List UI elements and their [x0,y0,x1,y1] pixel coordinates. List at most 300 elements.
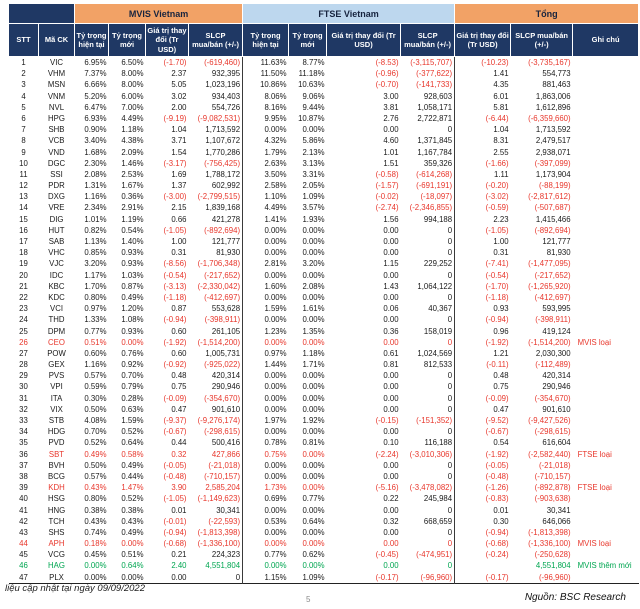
column-header-ftse-ty-trong-moi: Tỷ trọng mới [289,24,327,57]
data-update-note: liệu cập nhật tại ngày 09/09/2022 [5,583,145,594]
cell-value: (-1.70) [163,58,187,67]
cell-stt: 27 [19,348,28,358]
column-header-ftse-gia-tri-thay-doi: Giá trị thay đổi (Tr USD) [327,24,401,57]
cell-value: 0 [447,125,453,135]
cell-value: 2.15 [171,203,187,213]
cell-value: 81,930 [216,248,241,258]
cell-value: 0.77% [84,326,107,336]
cell-value: (-9.19) [163,113,187,123]
cell-value: (-412,697) [204,292,241,302]
cell-value: 1.67% [121,181,144,191]
cell-value: 10.87% [298,113,325,123]
cell-stock-code: TCH [48,516,65,526]
cell-value: 2.05% [302,181,325,191]
cell-stock-code: SHB [48,125,65,135]
cell-value: 994,188 [423,214,453,224]
group-mvis-vietnam: MVIS Vietnam [75,4,243,24]
cell-stock-code: POW [47,348,66,358]
cell-value: 0.00% [302,382,325,392]
cell-value: 0.52% [121,494,144,504]
cell-value: 1.68% [84,147,107,157]
cell-stt: 19 [19,259,28,269]
column-header-tong-slcp: SLCP mua/bán (+/-) [511,24,573,57]
cell-value: 0.00% [243,393,289,404]
cell-stock-code: HUT [48,225,65,235]
cell-value: (-1,477,095) [528,259,571,269]
cell-value: 6.93% [84,113,107,123]
cell-value: 0.00% [243,337,289,348]
cell-note [573,68,639,79]
cell-stock-code: DIG [49,214,64,224]
cell-value: 1.44% [243,359,289,370]
cell-value: 0.52% [84,438,107,448]
cell-value: (-151,352) [416,416,453,425]
cell-value: 0.00 [383,270,399,280]
cell-value: 121,777 [542,237,571,246]
cell-value: 0.47 [171,404,187,414]
cell-value: 0.92% [121,360,144,370]
cell-value: 0 [447,527,453,537]
cell-value: 0.00% [302,371,325,381]
cell-value: 0.06 [383,304,399,314]
cell-value: 0.43% [121,516,144,526]
cell-value: 1.16% [84,192,107,202]
cell-stock-code: GEX [48,360,65,370]
table-header [9,4,639,57]
table-row [9,102,639,113]
table-row [9,57,639,69]
cell-value: (-1,149,623) [197,494,241,504]
cell-stt: 37 [19,460,28,470]
cell-value: 1.60% [243,281,289,292]
table-row [9,68,639,79]
cell-value: 0.00% [302,449,325,459]
cell-note: MVIS thêm mới [577,561,632,571]
cell-value: 0.30% [84,393,107,403]
cell-value: 0.00% [121,572,144,582]
cell-value: 2.55 [455,147,511,158]
table-row [9,158,639,169]
cell-value: (-3.13) [163,281,187,291]
cell-value: 1.33% [84,315,107,325]
cell-value: 0.00 [383,471,399,481]
cell-value: 2.63% [243,158,289,169]
column-header-ftse-ty-trong-hien-tai: Tỷ trọng hiện tại [243,24,289,57]
cell-value: 6.47% [84,102,107,112]
cell-value: 5.20% [84,91,107,101]
cell-value: 0.43% [84,516,107,526]
cell-value: 11.50% [243,68,289,79]
cell-value: (-0.17) [375,572,399,582]
cell-value: 2.13% [302,147,325,157]
cell-value: 0 [447,393,453,403]
cell-stt: 10 [19,158,28,168]
cell-value: 1,713,592 [535,125,571,135]
cell-value: 2.08% [302,281,325,291]
cell-value: 0.00% [302,539,325,549]
cell-value: 1.93% [302,214,325,224]
table-row [9,516,639,527]
cell-stock-code: VRE [48,203,65,213]
cell-stock-code: PVD [48,438,65,448]
cell-stt: 33 [19,416,28,425]
cell-value: 0.93% [121,326,144,336]
cell-value: (-96,960) [538,572,571,582]
cell-value: 0.00% [243,236,289,247]
cell-value: 0.00% [243,505,289,516]
cell-note [573,258,639,269]
cell-stock-code: KDC [48,292,65,302]
cell-note [573,404,639,415]
cell-value: 0.96 [455,326,511,337]
cell-value: 0.97% [84,304,107,314]
cell-value: 500,416 [211,438,241,448]
cell-value: 1.10% [243,191,289,202]
cell-value: 0.81 [383,360,399,370]
cell-note [573,102,639,113]
source-credit: Nguồn: BSC Research [524,592,626,603]
cell-value: (-474,951) [416,550,453,560]
cell-stt: 24 [19,315,28,325]
cell-value: 2.37 [171,69,187,79]
cell-value: 3.50% [243,169,289,180]
table-row [9,538,639,549]
cell-value: 934,403 [211,91,241,101]
cell-stt: 23 [19,304,28,314]
table-row [9,135,639,146]
cell-value: (-0.94) [455,314,511,325]
cell-stock-code: BVH [48,460,65,470]
cell-value: 7.00% [121,102,144,112]
cell-value: 0 [447,292,453,302]
cell-value: (-9.37) [163,416,187,425]
cell-value: 421,278 [211,214,241,224]
cell-value: 0.44% [121,471,144,481]
cell-value: 2,030,300 [535,348,571,358]
cell-value: 0.62% [302,550,325,560]
cell-value: 3.00 [383,91,399,101]
cell-value: 0 [447,471,453,481]
cell-value: (-0.54) [455,270,511,281]
cell-value: 0 [447,539,453,549]
cell-value: 0.00% [243,560,289,571]
cell-note [573,549,639,560]
cell-value: 0.76% [121,348,144,358]
cell-value: (-756,425) [204,158,241,168]
cell-value: 0.69% [243,493,289,504]
cell-value: 1.11 [455,169,511,180]
table-row [9,381,639,392]
cell-value: 2.91% [121,203,144,213]
cell-value: 0.74% [84,527,107,537]
cell-value: 1.08% [121,315,144,325]
cell-value: (-217,652) [534,270,571,280]
cell-value: 10.63% [298,80,325,90]
cell-value: (-354,670) [204,393,241,403]
cell-value: 1,415,466 [535,214,571,224]
cell-stock-code: VHM [47,69,66,79]
cell-note: MVIS loại [577,539,611,549]
column-header-row [9,24,639,57]
cell-stt: 21 [19,281,28,291]
cell-value: 0.00 [383,292,399,302]
group-header-row [9,4,639,24]
cell-value: 0.82% [84,225,107,235]
table-row [9,91,639,102]
table-row [9,437,639,448]
cell-value: 0.38% [121,505,144,515]
cell-value: 1,839,168 [205,203,241,213]
table-row [9,292,639,303]
cell-value: 0.63% [121,404,144,414]
cell-value: 0.00% [302,427,325,437]
cell-value: 0.00 [171,572,187,582]
table-row [9,147,639,158]
cell-stt: 2 [21,69,26,79]
cell-value: (-0.11) [455,359,511,370]
cell-value: 2.23 [455,214,511,225]
cell-value: 1.03% [121,270,144,280]
cell-stt: 7 [21,125,26,135]
cell-note [573,516,639,527]
cell-value: (-2,330,042) [197,281,241,291]
cell-stock-code: APH [48,539,65,549]
cell-value: 0.00% [302,527,325,537]
cell-value: 1.37 [171,181,187,191]
table-row [9,560,639,571]
cell-value: (-354,670) [534,393,571,403]
cell-stt: 1 [21,58,26,67]
cell-value: 3.02 [171,91,187,101]
cell-value: 9.44% [302,102,325,112]
cell-stt: 4 [21,91,26,101]
cell-value: (-141,733) [416,80,453,90]
cell-value: 420,314 [211,371,241,381]
cell-value: (-903,638) [534,494,571,504]
cell-note [573,370,639,381]
cell-stock-code: VCI [50,304,63,314]
cell-stt: 12 [19,181,28,191]
cell-value: 0.00 [383,371,399,381]
cell-stt: 17 [19,237,28,246]
table-row [9,247,639,258]
cell-value: (-0.59) [455,202,511,213]
cell-value: 0.58% [121,449,144,459]
cell-stock-code: VIC [50,58,63,67]
cell-value: (-3,735,167) [528,58,571,67]
cell-value: 2.09% [121,147,144,157]
cell-value: (-412,697) [534,292,571,302]
cell-value: 0.00% [243,225,289,236]
cell-value: 4.35 [455,79,511,90]
cell-value: 1.71% [302,360,325,370]
corner-cell [9,4,75,24]
cell-value: 4.32% [243,135,289,146]
cell-value: 0.93% [121,259,144,269]
page-number: 5 [306,595,311,604]
cell-stock-code: DXG [48,192,65,202]
column-header-ftse-slcp: SLCP mua/bán (+/-) [401,24,455,57]
table-row [9,303,639,314]
cell-value: 1.40% [121,237,144,246]
cell-value: 0 [447,270,453,280]
cell-value: 0.75 [171,382,187,392]
cell-value: (-10.23) [455,57,511,69]
cell-value: (-2,799,515) [197,192,241,202]
cell-value: 427,866 [211,449,241,459]
group-tong: Tổng [455,4,639,24]
table-body [9,57,639,584]
cell-stt: 22 [19,292,28,302]
cell-value: (-1.05) [163,225,187,235]
cell-value: 0.00% [84,572,107,582]
cell-note [573,426,639,437]
cell-note [573,124,639,135]
cell-value: 1,023,196 [205,80,241,90]
cell-value: (-7.41) [455,258,511,269]
cell-value: 0.38% [84,505,107,515]
cell-value: 0.87% [121,281,144,291]
cell-value: 0.00% [84,561,107,571]
cell-value: 0.45% [84,550,107,560]
cell-value: 2.30% [84,158,107,168]
cell-value: 1.46% [121,158,144,168]
cell-value: 4,551,804 [535,561,571,571]
cell-value: 1.41% [243,214,289,225]
cell-value: 1.97% [243,415,289,426]
cell-value: 2,722,871 [417,113,453,123]
cell-value: 0.10 [383,438,399,448]
cell-value: 0.30 [455,516,511,527]
cell-value: 0.75% [243,449,289,460]
cell-value: (-8.56) [163,259,187,269]
cell-value: (-1,706,348) [197,259,241,269]
cell-note [573,57,639,69]
cell-stock-code: ITA [50,393,63,403]
cell-value: 158,019 [423,326,453,336]
cell-note: FTSE loại [577,449,612,459]
cell-stock-code: IDC [49,270,64,280]
cell-value: 0.70% [84,427,107,437]
cell-value: 0.97% [243,348,289,359]
cell-value: 116,188 [424,438,453,448]
cell-value: 0.54% [121,225,144,235]
cell-value: 0.00 [383,561,399,571]
cell-stt: 6 [21,113,26,123]
cell-value: 593,995 [542,304,571,314]
cell-value: 1.43 [383,281,399,291]
cell-value: (-0.02) [375,192,399,202]
cell-value [455,560,511,571]
cell-value: 1.19% [121,214,144,224]
cell-stt: 31 [19,393,28,403]
table-row [9,527,639,538]
cell-stt: 46 [19,561,28,571]
cell-stock-code: PLX [49,572,64,582]
cell-value: 6.95% [84,58,107,67]
cell-value: 1,167,784 [417,147,453,157]
cell-value: 0.60 [171,326,187,336]
cell-value: (-0.67) [163,427,187,437]
cell-value: 0.66 [171,214,187,224]
cell-value: (-9,427,526) [528,416,571,425]
cell-value: 0.00% [243,370,289,381]
cell-value: 1.16% [84,360,107,370]
cell-value: 1.73% [243,482,289,493]
cell-stt: 16 [19,225,28,235]
cell-value: 0.00 [383,125,399,135]
cell-note [573,314,639,325]
cell-note [573,202,639,213]
cell-stock-code: HPG [48,113,65,123]
cell-value: 3.57% [302,203,325,213]
cell-value: 554,726 [211,102,241,112]
cell-stock-code: HSG [48,494,65,504]
cell-value: 0.28% [121,393,144,403]
cell-value: 0.36 [383,326,399,336]
cell-stt: 44 [19,539,28,549]
cell-value: (-0.94) [163,527,187,537]
cell-stt: 5 [21,102,26,112]
cell-value: (-21,018) [208,460,241,470]
cell-value: 0.00% [302,561,325,571]
cell-note [573,214,639,225]
cell-value: 5.81 [455,102,511,113]
cell-value: 3.20% [302,259,325,269]
cell-value: (-8.53) [375,58,399,67]
cell-value: 0.44 [171,438,187,448]
cell-note [573,113,639,124]
table-row [9,359,639,370]
cell-value: 0.49% [121,527,144,537]
cell-value: (-0.92) [163,360,187,370]
table-row [9,180,639,191]
cell-value: 4,551,804 [205,561,241,571]
cell-value: (-2,582,440) [528,449,571,459]
cell-value: (-0.45) [375,550,399,560]
cell-value: 0.00% [243,538,289,549]
cell-stock-code: PVS [48,371,65,381]
cell-value: 0.81% [302,438,325,448]
cell-value: (-0.94) [455,527,511,538]
cell-value: 2.76 [383,113,399,123]
cell-value: (-1.26) [455,482,511,493]
cell-value: 0.00 [383,337,399,347]
column-header-ma-ck: Mã CK [39,24,75,57]
table-row [9,236,639,247]
cell-value: 1,788,172 [205,169,241,179]
cell-value: 0.00% [243,471,289,482]
cell-value: 0.00% [302,248,325,258]
cell-value: 121,777 [211,237,241,246]
cell-value: 0 [235,572,241,582]
table-row [9,258,639,269]
cell-value: 9.95% [243,113,289,124]
cell-value: 0 [447,315,453,325]
cell-value: 30,341 [216,505,241,515]
cell-value: 668,659 [423,516,453,526]
table-row [9,505,639,516]
cell-stock-code: SBT [48,449,65,459]
cell-value: 0 [447,337,453,347]
cell-value: 0.00% [243,404,289,415]
cell-stt: 3 [21,80,26,90]
cell-value: 359,326 [423,158,453,168]
cell-value: 8.00% [121,69,144,79]
cell-value: (-397,099) [534,158,571,168]
cell-stock-code: SAB [48,237,65,246]
cell-value: 901,610 [211,404,241,414]
